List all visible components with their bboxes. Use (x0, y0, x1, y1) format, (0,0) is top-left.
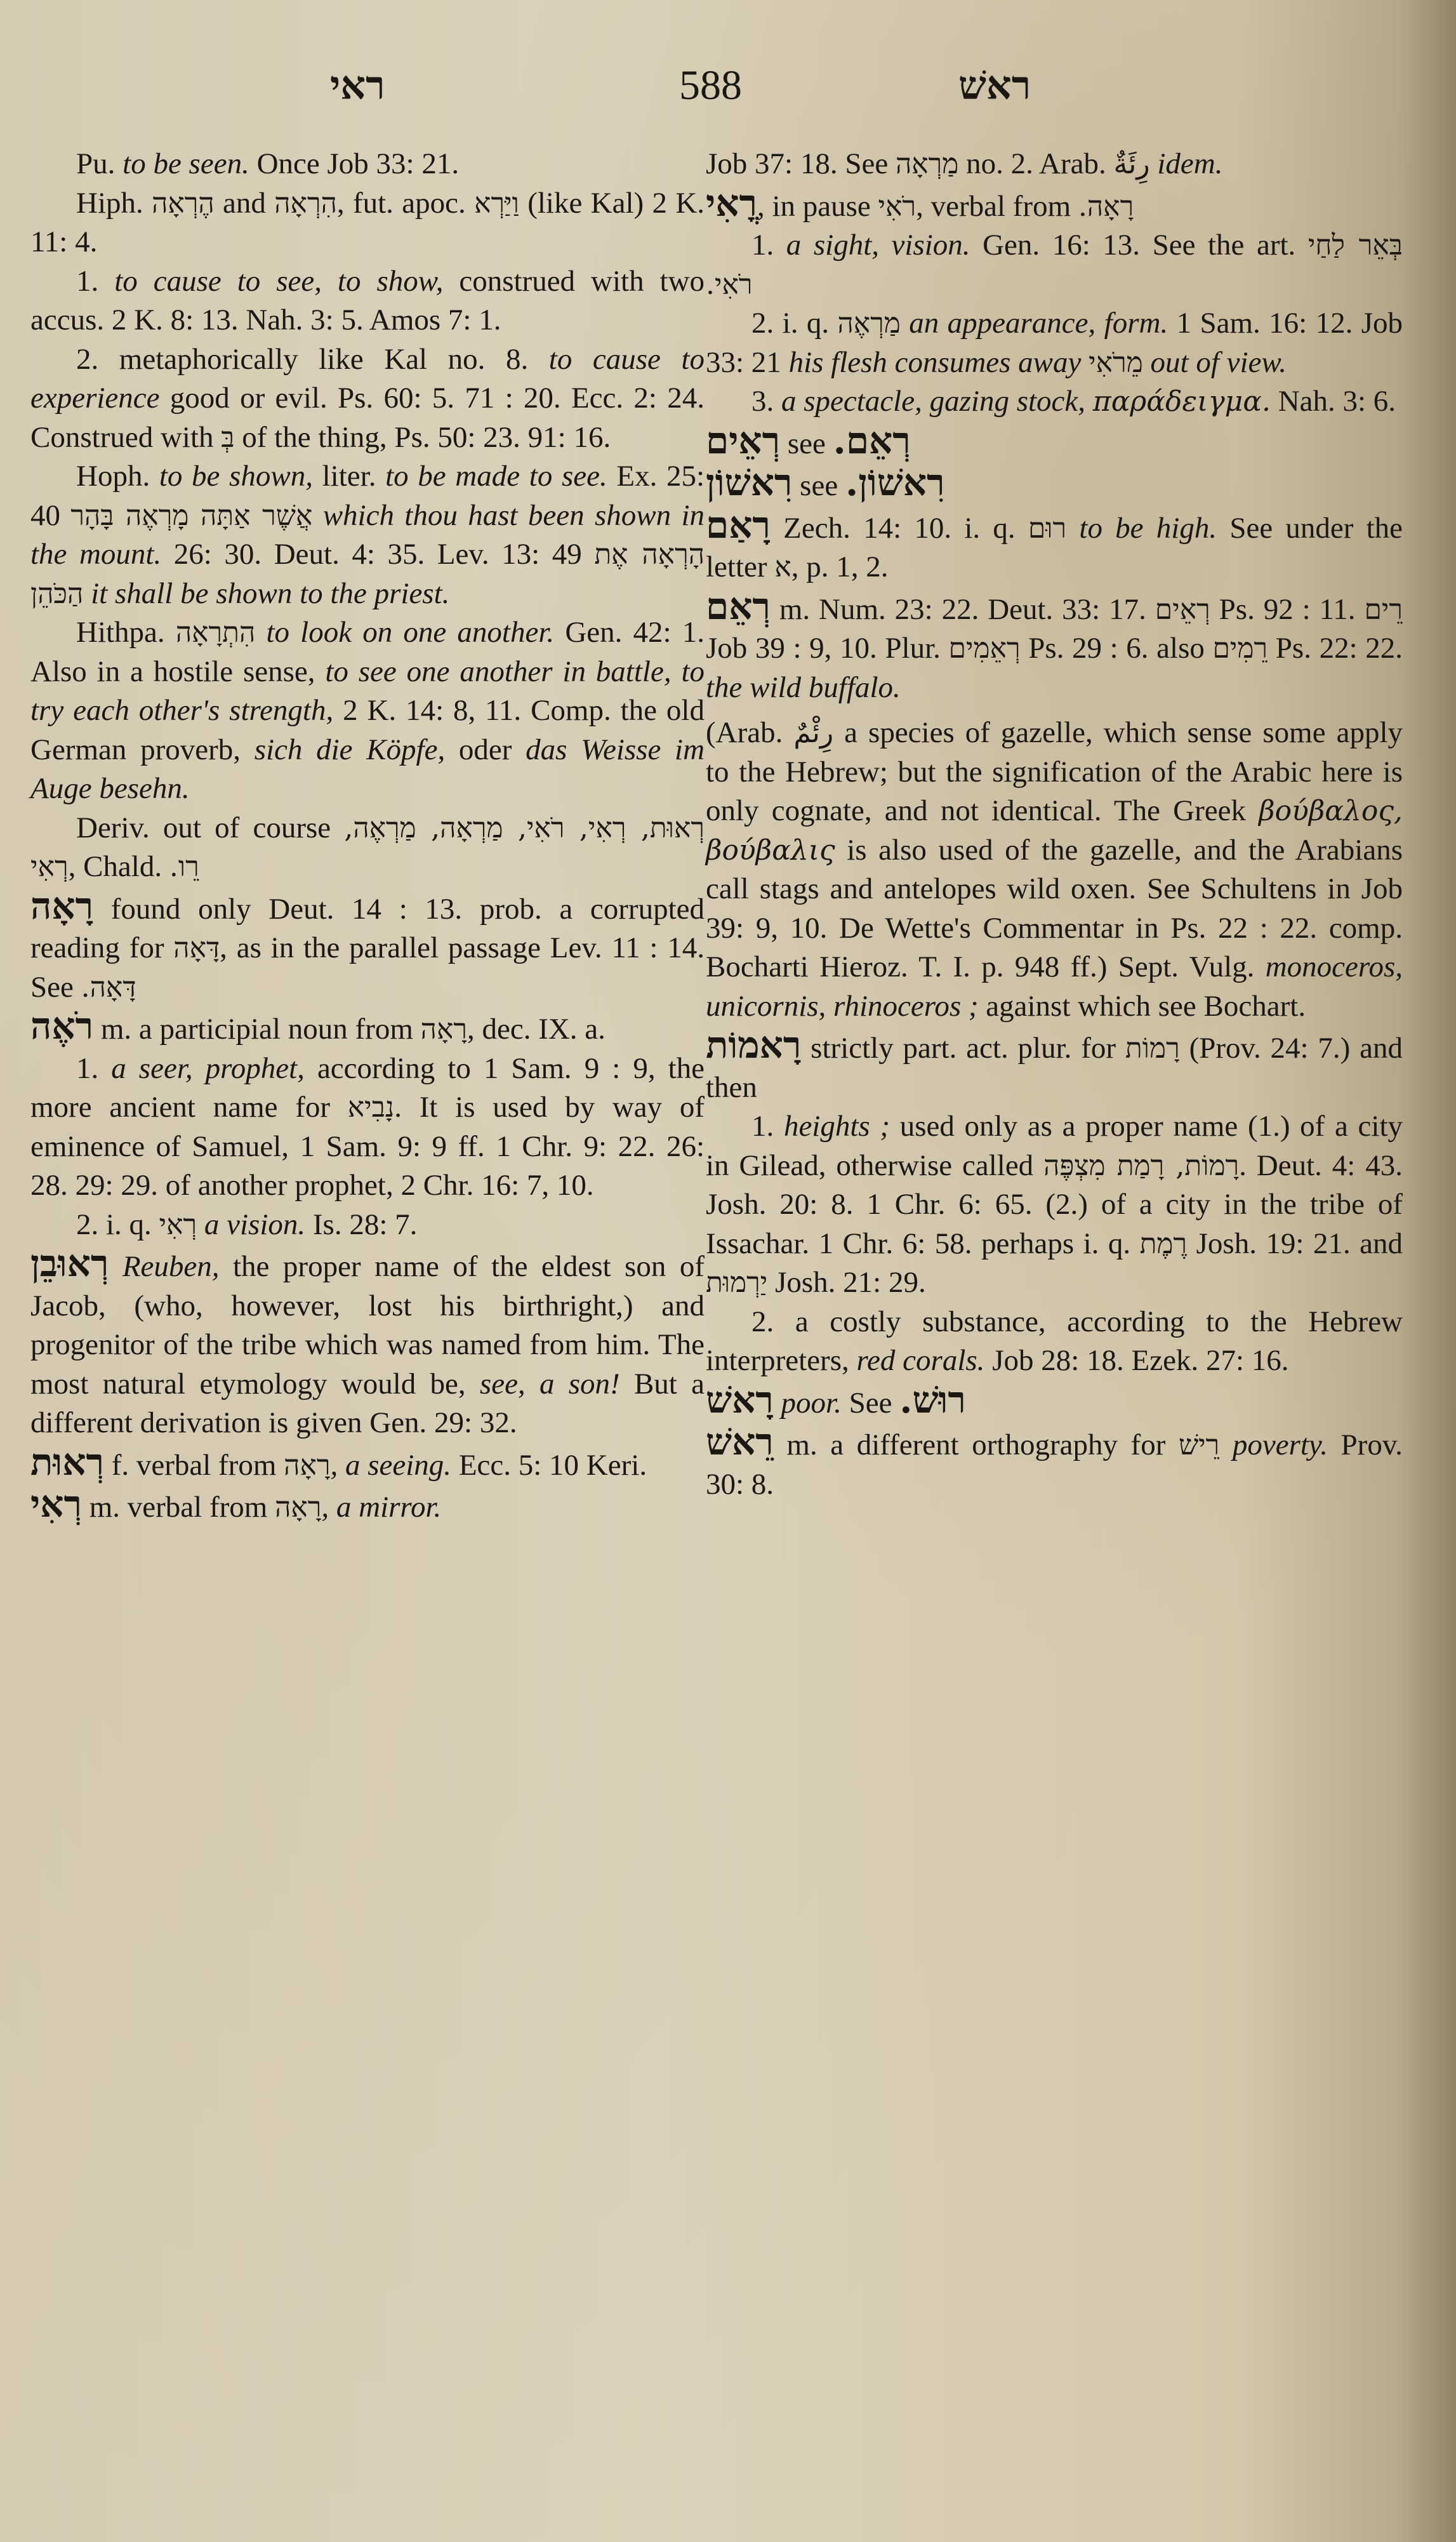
entry-ramoth: רָאמוֹת strictly part. act. plur. for רָמוֹת (Prov. 24: 7.) and then (706, 1023, 1403, 1104)
hithpael-section: Hithpa. הִתְרָאָה to look on one another. Gen. 42: 1. Also in a hostile sense, to see one another in battle, to try each other's strength, 2 K. 14: 8, 11. Comp. the old German proverb, sich die Köpfe, oder das Weisse im Auge besehn. (30, 616, 705, 805)
entry-roi-sense-1: 1. a sight, vision. Gen. 16: 13. See the art. בְּאֵר לַחַי רֹאִי. (706, 229, 1403, 301)
headword: רְאוּבֵן (30, 1242, 109, 1285)
page-number: 588 (679, 62, 742, 109)
entry-reem: רְאֵם m. Num. 23: 22. Deut. 33: 17. רְאֵים Ps. 92 : 11. רֵים Job 39 : 9, 10. Plur. רְאֵמִים Ps. 29 : 6. also רֵמִים Ps. 22: 22. the wild buffalo. (706, 584, 1403, 704)
headword: רֳאִי (706, 181, 757, 225)
entry-resh-poverty: רֵאשׁ m. a different orthography for רֵישׁ poverty. Prov. 30: 8. (706, 1420, 1403, 1501)
left-guideword: ראי (330, 62, 385, 109)
headword: רָאשׁ (706, 1378, 774, 1421)
entry-rishon-crossref: רִאשׁוֹן see רִאשׁוֹן. (706, 461, 945, 504)
headword: רִאשׁוֹן (706, 461, 793, 504)
entry-ramoth-sense-1: 1. heights ; used only as a proper name (1.) of a city in Gilead, otherwise called רָמוֹת, רָמַת מִצְפֶּה. Deut. 4: 43. Josh. 20: 8. 1 Chr. 6: 65. (2.) of a city in the tribe of Issachar. 1 Chr. 6: 58. perhaps i. q. רֶמֶת Josh. 19: 21. and יַרְמוּת Josh. 21: 29. (706, 1110, 1403, 1299)
entry-reuben: רְאוּבֵן Reuben, the proper name of the eldest son of Jacob, (who, however, lost his birthright,) and progenitor of the tribe which was named from him. The most natural etymology would be, see, a son! But a different derivation is given Gen. 29: 32. (30, 1242, 705, 1439)
left-column (30, 145, 705, 1527)
entry-rei-mirror: רְאִי m. verbal from רָאָה, a mirror. (30, 1482, 442, 1526)
entry-reim-crossref: רְאֵים see רְאֵם. (706, 418, 911, 462)
hiphil-section: Hiph. הֶרְאָה and הִרְאָה, fut. apoc. וַיַּרְא (like Kal) 2 K. 11: 4. (30, 186, 705, 258)
headword: רֵאשׁ (706, 1420, 774, 1463)
hiphil-sense-2: 2. metaphorically like Kal no. 8. to cause to experience good or evil. Ps. 60: 5. 71 : 20. Ecc. 2: 24. Construed with בְּ of the thing, Ps. 50: 23. 91: 16. (30, 342, 705, 454)
hophal-section: Hoph. to be shown, liter. to be made to see. Ex. 25: 40 אֲשֶׁר אַתָּה מָרְאֶה בָּהָר which thou hast been shown in the mount. 26: 30. Deut. 4: 35. Lev. 13: 49 הָרְאָה אֶת הַכֹּהֵן it shall be shown to the priest. (30, 460, 705, 610)
headword: רָאמוֹת (706, 1023, 802, 1067)
page-header (0, 60, 1456, 111)
headword: רָאָה (30, 884, 94, 928)
entry-raah-bird: רָאָה found only Deut. 14 : 13. prob. a corrupted reading for דָּאָה, as in the parallel passage Lev. 11 : 14. See דָּאָה. (30, 884, 705, 1004)
spacer (706, 707, 1403, 714)
headword: רְאִי (30, 1482, 82, 1526)
headword: רְאֵם (706, 584, 771, 628)
continuation-text: Job 37: 18. See מַרְאָה no. 2. Arab. رِئَةٌ idem. (706, 147, 1223, 180)
entry-ramoth-sense-2: 2. a costly substance, according to the Hebrew interpreters, red corals. Job 28: 18. Ezek. 27: 16. (706, 1305, 1403, 1377)
derivatives-section: Deriv. out of course רְאוּת, רְאִי, רֹאִי, מַרְאָה, מַרְאֶה, רְאִי, Chald. רֵו. (30, 811, 705, 883)
pual-section: Pu. to be seen. Once Job 33: 21. (76, 147, 460, 180)
entry-roi-sense-2: 2. i. q. מַרְאֶה an appearance, form. 1 Sam. 16: 12. Job 33: 21 his flesh consumes away מֵרֹאִי out of view. (706, 307, 1403, 379)
headword: רְאֵים (706, 418, 781, 462)
right-column (706, 145, 1403, 1504)
hiphil-sense-1: 1. to cause to see, to show, construed with two accus. 2 K. 8: 13. Nah. 3: 5. Amos 7: 1. (30, 264, 705, 336)
entry-roeh-sense-2: 2. i. q. רְאִי a vision. Is. 28: 7. (76, 1208, 418, 1241)
headword: רְאוּת (30, 1440, 104, 1484)
entry-reuth: רְאוּת f. verbal from רָאָה, a seeing. Ecc. 5: 10 Keri. (30, 1440, 647, 1484)
headword: רֹאֶה (30, 1004, 94, 1048)
headword: רָאַם (706, 503, 771, 547)
entry-roeh-sense-1: 1. a seer, prophet, according to 1 Sam. 9 : 9, the more ancient name for נָבִיא. It is used by way of eminence of Samuel, 1 Sam. 9: 9 ff. 1 Chr. 9: 22. 26: 28. 29: 29. of another prophet, 2 Chr. 16: 7, 10. (30, 1051, 705, 1202)
entry-raam: רָאַם Zech. 14: 10. i. q. רוּם to be high. See under the letter א, p. 1, 2. (706, 503, 1403, 583)
entry-roi-sense-3: 3. a spectacle, gazing stock, παράδειγμα. Nah. 3: 6. (751, 385, 1396, 418)
entry-roeh: רֹאֶה m. a participial noun from רָאָה, dec. IX. a. (30, 1004, 606, 1048)
right-guideword: ראשׁ (958, 62, 1031, 109)
entry-reem-arabic-note: (Arab. رِئْمٌ a species of gazelle, which sense some apply to the Hebrew; but the signification of the Arabic here is only cognate, and not identical. The Greek βούβαλος, βούβαλις is also used of the gazelle, and the Arabians call stags and antelopes wild oxen. See Schultens in Job 39: 9, 10. De Wette's Commentar in Ps. 22 : 22. comp. Bocharti Hieroz. T. I. p. 948 ff.) Sept. Vulg. monoceros, unicornis, rhinoceros ; against which see Bochart. (706, 716, 1403, 1023)
entry-roi: רֳאִי, in pause רֹאִי, verbal from רָאָה. (706, 181, 1134, 225)
entry-rash-poor: רָאשׁ poor. See רוּשׁ. (706, 1378, 966, 1421)
